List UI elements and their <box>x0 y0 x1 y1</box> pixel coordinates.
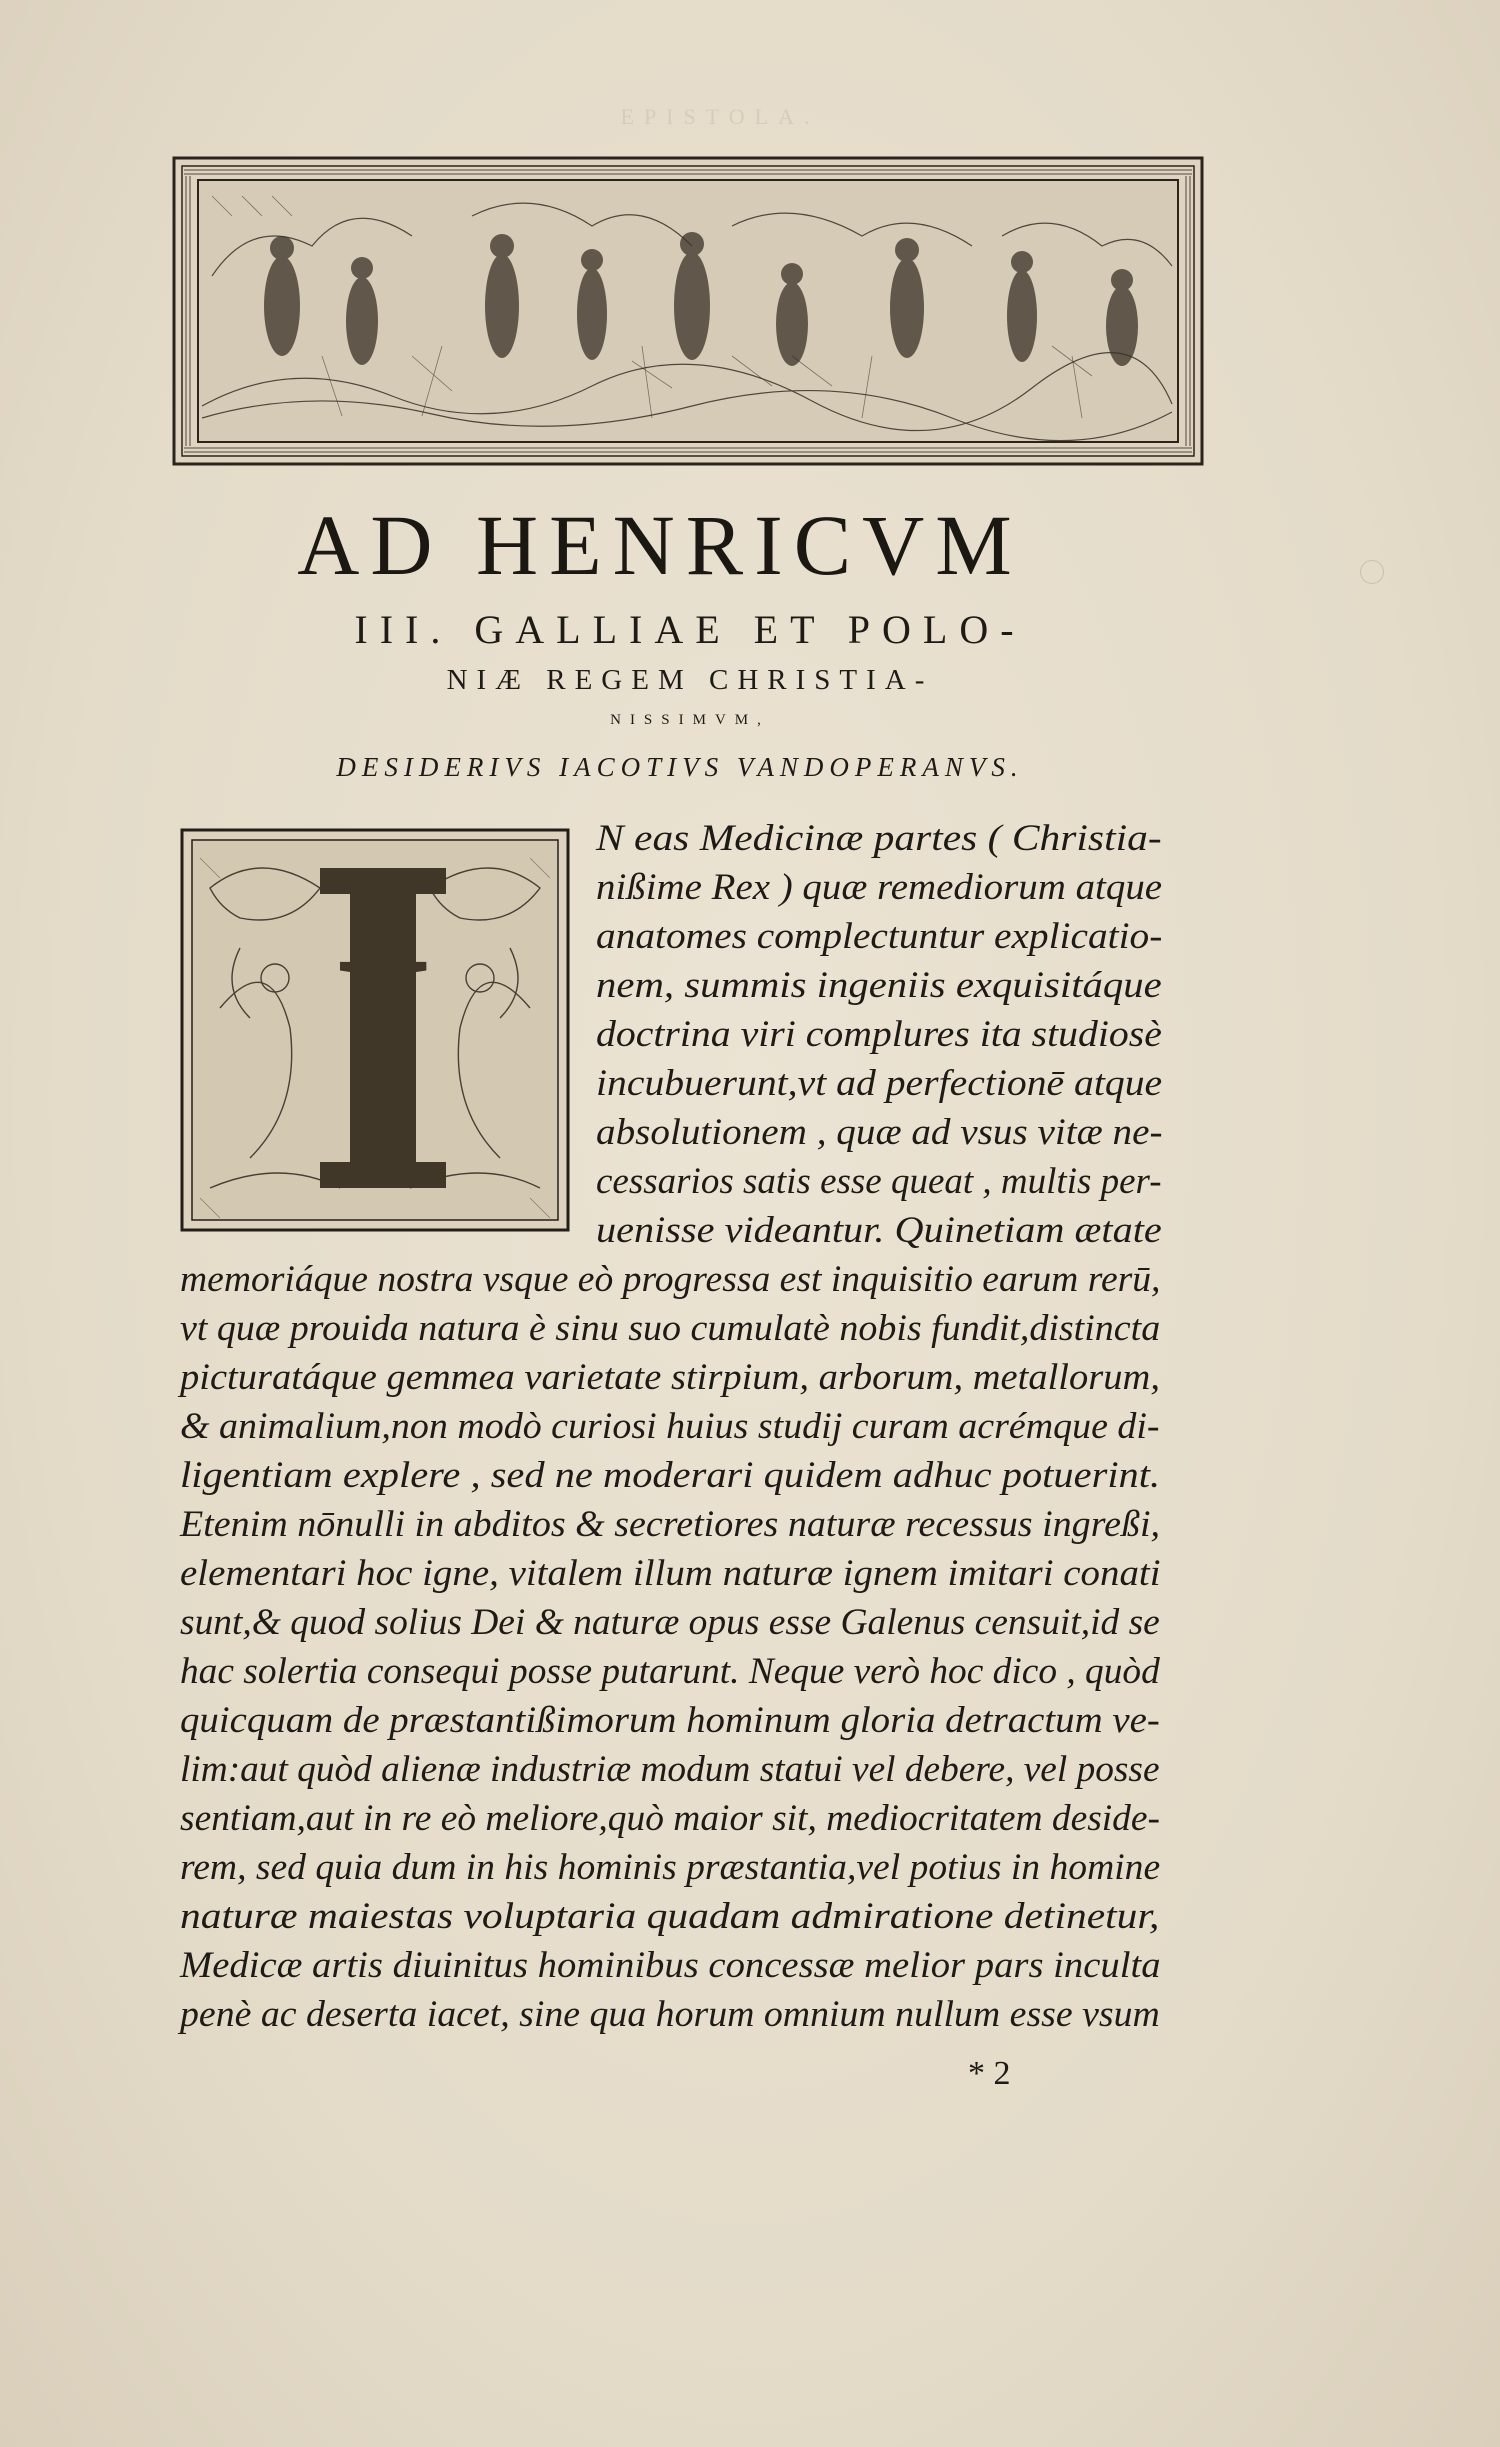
body-line: picturatáque gemmea varietate stirpium, arborum, metallorum, <box>180 1357 1160 1398</box>
title-line-4: NISSIMVM, <box>610 712 770 728</box>
author-line: DESIDERIVS IACOTIVS VANDOPERANVS. <box>336 752 1024 782</box>
body-line: uenisse videantur. Quinetiam ætate <box>596 1210 1162 1251</box>
body-line: absolutionem , quæ ad vsus vitæ ne- <box>596 1112 1163 1153</box>
body-line: vt quæ prouida natura è sinu suo cumulatè nobis fundit,distincta <box>180 1308 1161 1349</box>
body-line: nem, summis ingeniis exquisitáque <box>596 965 1162 1006</box>
body-line: Etenim nōnulli in abditos & secretiores naturæ recessus ingreßi, <box>180 1504 1161 1545</box>
initial-letter: I <box>328 885 438 1232</box>
body-line: penè ac deserta iacet, sine qua horum omnium nullum esse vsum <box>180 1994 1160 2035</box>
title-line-1: AD HENRICVM <box>297 497 1023 593</box>
body-line: sentiam,aut in re eò meliore,quò maior sit, mediocritatem deside- <box>180 1798 1160 1839</box>
body-line: nißime Rex ) quæ remediorum atque <box>596 867 1163 908</box>
body-line: ligentiam explere , sed ne moderari quidem adhuc potuerint. <box>180 1455 1161 1496</box>
body-line: N eas Medicinæ partes ( Christia- <box>596 818 1162 859</box>
body-line: sunt,& quod solius Dei & naturæ opus esse Galenus censuit,id se <box>180 1602 1160 1643</box>
body-line: elementari hoc igne, vitalem illum naturæ ignem imitari conati <box>180 1553 1161 1594</box>
body-line: hac solertia consequi posse putarunt. Neque verò hoc dico , quòd <box>180 1651 1160 1692</box>
body-line: quicquam de præstantißimorum hominum gloria detractum ve- <box>180 1700 1160 1741</box>
paper-blemish <box>1360 560 1384 584</box>
running-head-showthrough: EPISTOLA. <box>620 104 820 129</box>
body-line: & animalium,non modò curiosi huius studij curam acrémque di- <box>180 1406 1160 1447</box>
body-line: naturæ maiestas voluptaria quadam admiratione detinetur, <box>180 1896 1160 1937</box>
body-line: doctrina viri complures ita studiosè <box>596 1014 1162 1055</box>
title-line-3: NIÆ REGEM CHRISTIA- <box>446 664 934 696</box>
decorated-initial <box>180 828 570 1232</box>
body-line: rem, sed quia dum in his hominis præstantia,vel potius in homine <box>180 1847 1161 1888</box>
body-line: lim:aut quòd alienæ industriæ modum statui vel debere, vel posse <box>180 1749 1160 1790</box>
body-line: incubuerunt,vt ad perfectionē atque <box>596 1063 1163 1104</box>
woodcut-headpiece <box>172 156 1204 466</box>
body-line: Medicæ artis diuinitus hominibus concessæ melior pars inculta <box>180 1945 1161 1986</box>
body-line: cessarios satis esse queat , multis per- <box>596 1161 1162 1202</box>
signature-mark: * 2 <box>968 2055 1011 2092</box>
body-line: anatomes complectuntur explicatio- <box>596 916 1163 957</box>
body-line: memoriáque nostra vsque eò progressa est inquisitio earum rerū, <box>180 1259 1161 1300</box>
title-line-2: III. GALLIAE ET POLO- <box>354 607 1026 652</box>
